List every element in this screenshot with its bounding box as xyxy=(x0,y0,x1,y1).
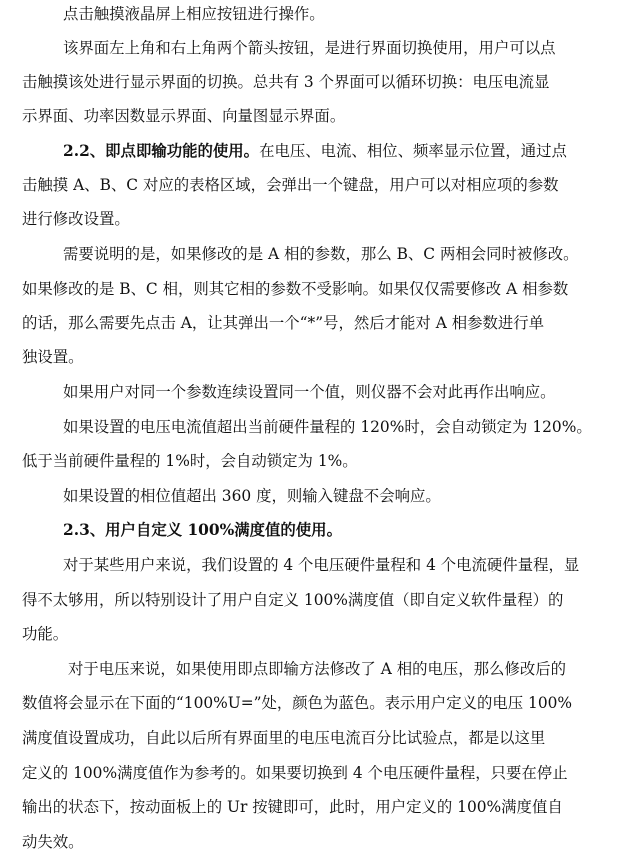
text-line: 得不太够用，所以特别设计了用户自定义 100%满度值（即自定义软件量程）的 xyxy=(22,591,564,609)
text-line: 进行修改设置。 xyxy=(22,210,130,228)
section-heading-2-3: 2.3、用户自定义 100%满度值的使用。 xyxy=(63,521,342,539)
text-line: 输出的状态下，按动面板上的 Ur 按键即可，此时，用户定义的 100%满度值自 xyxy=(22,798,563,816)
text-line: 对于电压来说，如果使用即点即输方法修改了 A 相的电压，那么修改后的 xyxy=(68,660,567,678)
text-line: 需要说明的是，如果修改的是 A 相的参数，那么 B、C 两相会同时被修改。 xyxy=(63,245,579,263)
text-line: 定义的 100%满度值作为参考的。如果要切换到 4 个电压硬件量程，只要在停止 xyxy=(22,764,568,782)
text-line: 对于某些用户来说，我们设置的 4 个电压硬件量程和 4 个电流硬件量程，显 xyxy=(63,556,580,574)
text-line: 功能。 xyxy=(22,625,69,643)
paragraph-2-2-first-line xyxy=(63,141,623,161)
text-line: 动失效。 xyxy=(22,833,84,851)
text-segment: 在电压、电流、相位、频率显示位置，通过点 xyxy=(259,142,567,160)
text-line: 的话，那么需要先点击 A，让其弹出一个“*”号，然后才能对 A 相参数进行单 xyxy=(22,314,545,332)
text-line: 击触摸 A、B、C 对应的表格区域，会弹出一个键盘，用户可以对相应项的参数 xyxy=(22,176,559,194)
text-line: 如果修改的是 B、C 相，则其它相的参数不受影响。如果仅仅需要修改 A 相参数 xyxy=(22,280,569,298)
text-line: 满度值设置成功，自此以后所有界面里的电压电流百分比试验点，都是以这里 xyxy=(22,729,546,747)
text-line: 示界面、功率因数显示界面、向量图显示界面。 xyxy=(22,107,346,125)
text-line: 如果设置的电压电流值超出当前硬件量程的 120%时，会自动锁定为 120%。 xyxy=(63,418,592,436)
text-line: 数值将会显示在下面的“100%U=”处，颜色为蓝色。表示用户定义的电压 100% xyxy=(22,694,573,712)
text-line: 该界面左上角和右上角两个箭头按钮，是进行界面切换使用，用户可以点 xyxy=(63,39,556,57)
section-heading-2-2: 2.2、即点即输功能的使用。 xyxy=(63,142,260,160)
text-line: 击触摸该处进行显示界面的切换。总共有 3 个界面可以循环切换：电压电流显 xyxy=(22,73,550,91)
text-line: 独设置。 xyxy=(22,348,84,366)
text-line: 如果用户对同一个参数连续设置同一个值，则仪器不会对此再作出响应。 xyxy=(63,383,556,401)
text-line: 低于当前硬件量程的 1%时，会自动锁定为 1%。 xyxy=(22,452,358,470)
text-line: 点击触摸液晶屏上相应按钮进行操作。 xyxy=(63,5,325,23)
text-line: 如果设置的相位值超出 360 度，则输入键盘不会响应。 xyxy=(63,487,441,505)
